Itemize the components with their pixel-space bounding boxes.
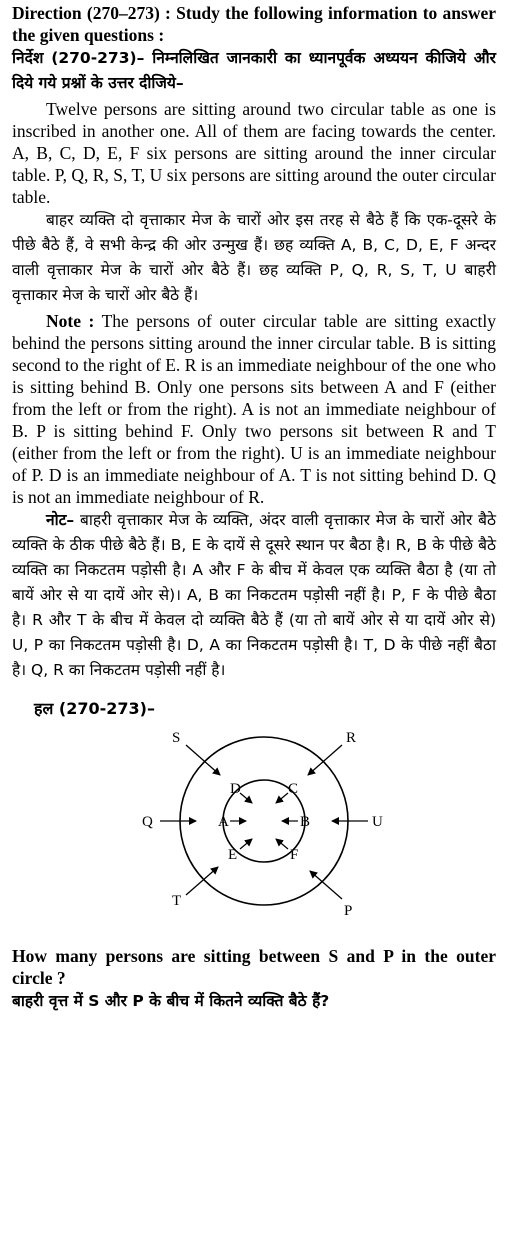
note-label-hindi: नोट– xyxy=(46,511,75,529)
note-text-hindi: बाहरी वृत्ताकार मेज के व्यक्ति, अंदर वाली वृत्ताकार मेज के चारों ओर बैठे व्यक्ति के ठीक पीछे बैठे हैं। B, E के दायें से दूसरे स्थान पर बैठा है। R, B के पीछे बैठे व्यक्ति का निकटतम पड़ोसी है। A और F के बीच में केवल एक व्यक्ति बैठा है (या तो बायें ओर से या दायें ओर से)। A, B का निकटतम पड़ोसी नहीं है। P, F के पीछे बैठा है। R और T के बीच में केवल दो व्यक्ति बैठे हैं (या तो बायें ओर से या दायें ओर से) U, P का निकटतम पड़ोसी है। D, A का निकटतम पड़ोसी है। T, D के पीछे नहीं बैठा है। Q, R का निकटतम पड़ोसी नहीं है। xyxy=(12,511,496,679)
passage-english: Twelve persons are sitting around two circular table as one is inscribed in another one. All of them are facing towards the center. A, B, C, D, E, F six persons are sitting around the inner circular table. P, Q, R, S, T, U six persons are sitting around the outer circular table. xyxy=(12,99,496,207)
seating-diagram-svg xyxy=(12,723,496,923)
question-page xyxy=(12,2,496,1014)
arrow-t xyxy=(186,867,218,895)
arrow-r xyxy=(308,745,342,775)
label-d: D xyxy=(230,781,241,797)
question-english: How many persons are sitting between S and P in the outer circle ? xyxy=(12,946,496,988)
label-f: F xyxy=(290,847,299,863)
note-english xyxy=(12,310,496,508)
solution-heading: हल (270-273)– xyxy=(34,699,155,718)
arrow-s xyxy=(186,745,220,775)
arrow-f xyxy=(276,839,288,849)
question-hindi: बाहरी वृत्त में S और P के बीच में कितने व्यक्ति बैठे हैं? xyxy=(12,992,330,1010)
label-r: R xyxy=(346,730,357,746)
label-b: B xyxy=(300,814,311,830)
note-label-english: Note : xyxy=(46,311,95,331)
seating-diagram xyxy=(12,723,496,923)
arrow-p xyxy=(310,871,342,899)
arrow-c xyxy=(276,793,288,803)
label-a: A xyxy=(218,814,229,830)
direction-english: Direction (270–273) : Study the following information to answer the given questions : xyxy=(12,3,496,45)
passage-hindi: बाहर व्यक्ति दो वृत्ताकार मेज के चारों ओर इस तरह से बैठे हैं कि एक-दूसरे के पीछे बैठे हैं, वे सभी केन्द्र की ओर उन्मुख हैं। छह व्यक्ति A, B, C, D, E, F अन्दर वाली वृत्ताकार मेज के चारों ओर बैठे हैं। छह व्यक्ति P, Q, R, S, T, U बाहरी वृत्ताकार मेज के चारों ओर बैठे हैं। xyxy=(12,211,496,304)
note-text-english: The persons of outer circular table are sitting exactly behind the persons sitting around the inner circular table. B is sitting second to the right of E. R is an immediate neighbour of the one who is sitting behind B. Only one persons sits between A and F (either from the left or from the right). A is not an immediate neighbour of B. P is sitting behind F. Only two persons sit between R and T (either from the left or from the right). U is an immediate neighbour of P. D is an immediate neighbour of A. T is not sitting behind D. Q is not an immediate neighbour of R. xyxy=(12,311,497,507)
arrow-e xyxy=(240,839,252,849)
label-c: C xyxy=(288,781,299,797)
label-q: Q xyxy=(142,814,153,830)
question-block xyxy=(12,945,496,1014)
label-s: S xyxy=(172,730,181,746)
label-p: P xyxy=(344,903,353,919)
arrow-d xyxy=(240,793,252,803)
label-u: U xyxy=(372,814,383,830)
note-hindi xyxy=(12,508,496,683)
label-t: T xyxy=(172,893,182,909)
label-e: E xyxy=(228,847,238,863)
direction-hindi: निर्देश (270-273)– निम्नलिखित जानकारी का ध्यानपूर्वक अध्ययन कीजिये और दिये गये प्रश्नों के उत्तर दीजिये– xyxy=(12,49,496,92)
